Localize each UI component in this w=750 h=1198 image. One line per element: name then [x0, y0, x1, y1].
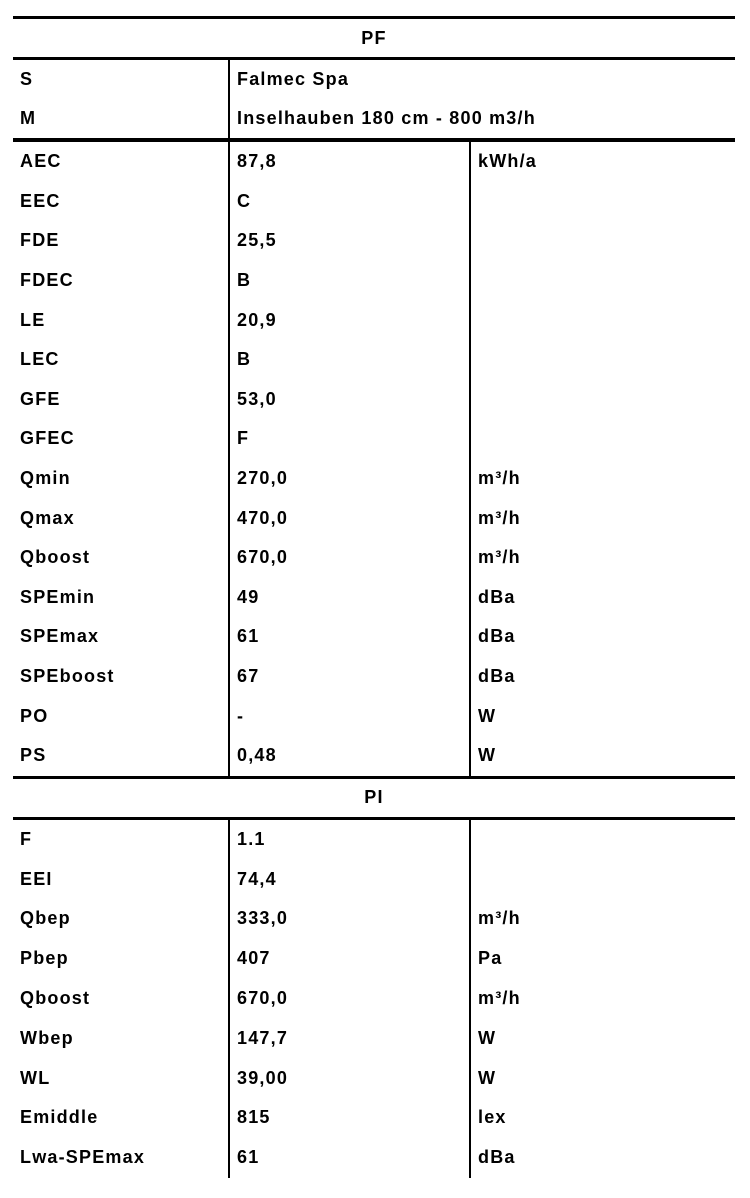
- row-value: 61: [230, 1138, 471, 1178]
- row-label: LEC: [13, 340, 230, 380]
- row-value: 74,4: [230, 859, 471, 899]
- table-row: [13, 899, 735, 939]
- row-unit: m³/h: [478, 507, 521, 528]
- row-label: Qbep: [13, 899, 230, 939]
- row-unit: [471, 261, 735, 301]
- row-label: Wbep: [13, 1018, 230, 1058]
- row-label: Lwa-SPEmax: [13, 1138, 230, 1178]
- row-value: C: [230, 182, 471, 222]
- row-label: Qmax: [13, 498, 230, 538]
- row-label: Qboost: [13, 538, 230, 578]
- table-row: [13, 736, 735, 776]
- row-value: 407: [230, 939, 471, 979]
- table-row: [13, 1058, 735, 1098]
- row-value: 670,0: [230, 979, 471, 1019]
- row-unit: W: [478, 705, 497, 726]
- table-row: [13, 657, 735, 697]
- table-row: [13, 538, 735, 578]
- row-unit: dBa: [478, 1147, 516, 1168]
- table-row: [13, 182, 735, 222]
- row-label: Emiddle: [13, 1098, 230, 1138]
- table-row: [13, 820, 735, 860]
- row-unit: dBa: [478, 626, 516, 647]
- row-unit: [471, 221, 735, 261]
- row-label: Qmin: [13, 459, 230, 499]
- table-row: [13, 261, 735, 301]
- row-unit: [471, 859, 735, 899]
- row-unit: kWh/a: [478, 151, 538, 172]
- row-label: GFEC: [13, 419, 230, 459]
- table-row: [13, 380, 735, 420]
- row-value: 147,7: [230, 1018, 471, 1058]
- table-row: [13, 221, 735, 261]
- row-label: EEC: [13, 182, 230, 222]
- row-label: SPEmin: [13, 578, 230, 618]
- row-value: 270,0: [230, 459, 471, 499]
- row-value: 1.1: [230, 820, 471, 860]
- table-row: [13, 60, 735, 99]
- row-unit: [471, 820, 735, 860]
- row-label: SPEboost: [13, 657, 230, 697]
- pf-data-grid: [13, 142, 735, 776]
- row-label: F: [13, 820, 230, 860]
- row-value: B: [230, 340, 471, 380]
- row-label: WL: [13, 1058, 230, 1098]
- row-value: 49: [230, 578, 471, 618]
- table-row: [13, 1098, 735, 1138]
- pi-title-text: PI: [364, 787, 384, 807]
- row-label: FDE: [13, 221, 230, 261]
- product-fiche-sheet: [13, 16, 735, 1178]
- row-unit: [471, 182, 735, 222]
- row-unit: dBa: [478, 586, 516, 607]
- row-unit: W: [478, 1027, 497, 1048]
- row-value: 670,0: [230, 538, 471, 578]
- table-row: [13, 617, 735, 657]
- table-row: [13, 459, 735, 499]
- table-row: [13, 340, 735, 380]
- row-value: -: [230, 696, 471, 736]
- table-row: [13, 142, 735, 182]
- row-label: PS: [13, 736, 230, 776]
- row-unit: m³/h: [478, 468, 521, 489]
- table-row: [13, 1138, 735, 1178]
- table-row: [13, 1018, 735, 1058]
- row-value: 815: [230, 1098, 471, 1138]
- row-value: 470,0: [230, 498, 471, 538]
- row-unit: m³/h: [478, 908, 521, 929]
- row-label: EEI: [13, 859, 230, 899]
- section-title-pi: [13, 776, 735, 820]
- row-value: 20,9: [230, 300, 471, 340]
- table-row: [13, 99, 735, 138]
- row-unit: [471, 340, 735, 380]
- row-label: Pbep: [13, 939, 230, 979]
- pf-info-grid: [13, 60, 735, 142]
- row-value: 0,48: [230, 736, 471, 776]
- row-label: FDEC: [13, 261, 230, 301]
- row-value: 333,0: [230, 899, 471, 939]
- row-value: 39,00: [230, 1058, 471, 1098]
- table-row: [13, 578, 735, 618]
- row-label: PO: [13, 696, 230, 736]
- row-value: Inselhauben 180 cm - 800 m3/h: [237, 108, 536, 128]
- row-label: LE: [13, 300, 230, 340]
- row-unit: dBa: [478, 666, 516, 687]
- row-label: AEC: [13, 142, 230, 182]
- row-label: M: [13, 99, 230, 138]
- row-value: F: [230, 419, 471, 459]
- section-title-pf: [13, 16, 735, 60]
- pf-title-text: PF: [361, 27, 387, 48]
- row-unit: Pa: [478, 948, 503, 969]
- row-label: SPEmax: [13, 617, 230, 657]
- row-value: 25,5: [230, 221, 471, 261]
- row-value: Falmec Spa: [237, 69, 350, 89]
- table-row: [13, 696, 735, 736]
- row-value: B: [230, 261, 471, 301]
- row-unit: [471, 380, 735, 420]
- table-row: [13, 419, 735, 459]
- row-unit: W: [478, 745, 497, 766]
- table-row: [13, 300, 735, 340]
- row-label: S: [13, 60, 230, 99]
- row-unit: W: [478, 1067, 497, 1088]
- row-unit: lex: [478, 1107, 507, 1128]
- table-row: [13, 859, 735, 899]
- row-unit: [471, 300, 735, 340]
- table-row: [13, 498, 735, 538]
- row-value: 67: [230, 657, 471, 697]
- row-unit: m³/h: [478, 988, 521, 1009]
- pi-data-grid: [13, 820, 735, 1178]
- row-unit: [471, 419, 735, 459]
- row-value: 53,0: [230, 380, 471, 420]
- row-label: GFE: [13, 380, 230, 420]
- table-row: [13, 939, 735, 979]
- row-label: Qboost: [13, 979, 230, 1019]
- row-unit: m³/h: [478, 547, 521, 568]
- row-value: 87,8: [230, 142, 471, 182]
- row-value: 61: [230, 617, 471, 657]
- table-row: [13, 979, 735, 1019]
